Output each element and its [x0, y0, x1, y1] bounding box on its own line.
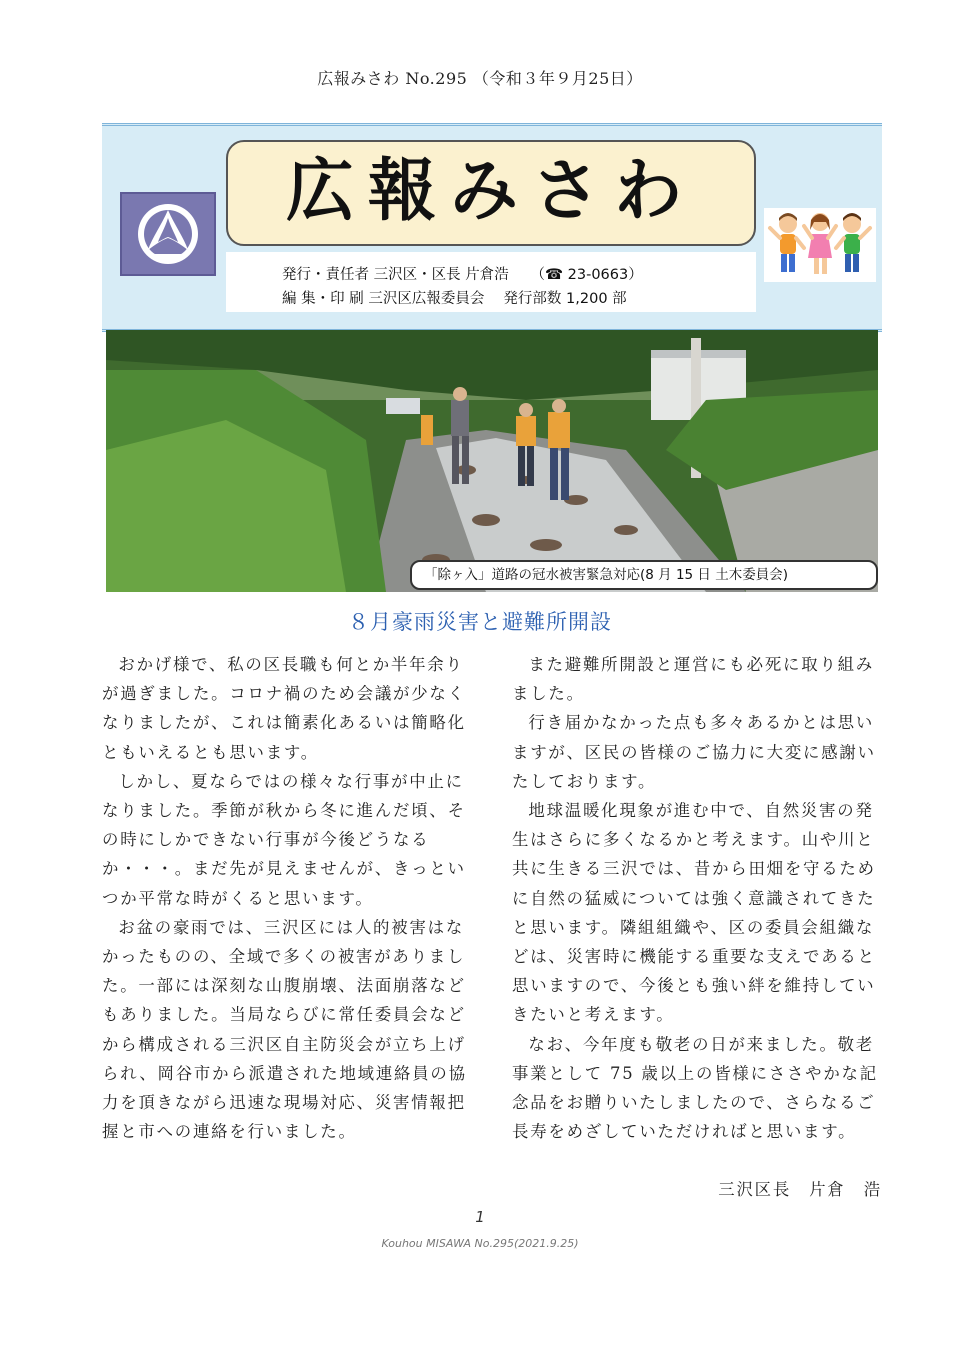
flood-response-photo	[106, 330, 878, 592]
masthead	[102, 123, 882, 332]
article-right-column	[512, 650, 882, 1146]
author-signature: 三沢区長 片倉 浩	[718, 1180, 882, 1199]
article-left-column	[102, 650, 472, 1146]
paragraph: なお、今年度も敬老の日が来ました。敬老事業として 75 歳以上の皆様にささやかな記念品をお贈りいたしましたので、さらなるご長寿をめざしていただければと思います。	[512, 1034, 878, 1142]
publication-footer: Kouhou MISAWA No.295(2021.9.25)	[381, 1237, 579, 1250]
paragraph: 行き届かなかった点も多々あるかとは思いますが、区民の皆様のご協力に大変に感謝いたしております。	[512, 713, 876, 791]
paragraph: また避難所開設と運営にも必死に取り組みました。	[512, 655, 875, 704]
page-number: 1	[475, 1208, 485, 1226]
editor-line: 編 集・印 刷 三沢区広報委員会 発行部数 1,200 部	[282, 291, 627, 307]
title-box	[226, 140, 756, 246]
publisher-line: 発行・責任者 三沢区・区長 片倉浩 （☎ 23-0663）	[282, 267, 643, 283]
article-headline: ８月豪雨災害と避難所開設	[348, 610, 612, 634]
paragraph: しかし、夏ならではの様々な行事が中止になりました。季節が秋から冬に進んだ頃、その時にしかできない行事が今後どうなるか・・・。まだ先が見えませんが、きっといつか平常な時がくると思います。	[102, 771, 466, 908]
community-emblem-icon	[120, 192, 216, 276]
photo-caption: 「除ヶ入」道路の冠水被害緊急対応(8 月 15 日 土木委員会)	[410, 560, 878, 590]
paragraph: お盆の豪雨では、三沢区には人的被害はなかったものの、全域で多くの被害がありました。一部には深刻な山腹崩壊、法面崩落などもありました。当局ならびに常任委員会などから構成される三沢区自主防災会が立ち上げられ、岡谷市から派遣された地域連絡員の協力を頂きながら迅速な現場対応、災害情報把握と市への連絡を行いました。	[102, 917, 467, 1142]
paragraph: 地球温暖化現象が進む中で、自然災害の発生はさらに多くなるかと考えます。山や川と共に生きる三沢では、昔から田畑を守るために自然の猛威については強く意識されてきたと思います。隣組組織や、区の委員会組織などは、災害時に機能する重要な支えであると思いますので、今後とも強い絆を維持していきたいと考えます。	[512, 801, 876, 1025]
paragraph: おかげ様で、私の区長職も何とか半年余りが過ぎました。コロナ禍のため会議が少なくなりましたが、これは簡素化あるいは簡略化ともいえるとも思います。	[102, 655, 466, 762]
newsletter-title: 広報みさわ	[285, 152, 696, 231]
publisher-info	[226, 252, 756, 312]
children-illustration-icon	[764, 208, 876, 282]
issue-line: 広報みさわ No.295 （令和３年９月25日）	[317, 69, 643, 88]
